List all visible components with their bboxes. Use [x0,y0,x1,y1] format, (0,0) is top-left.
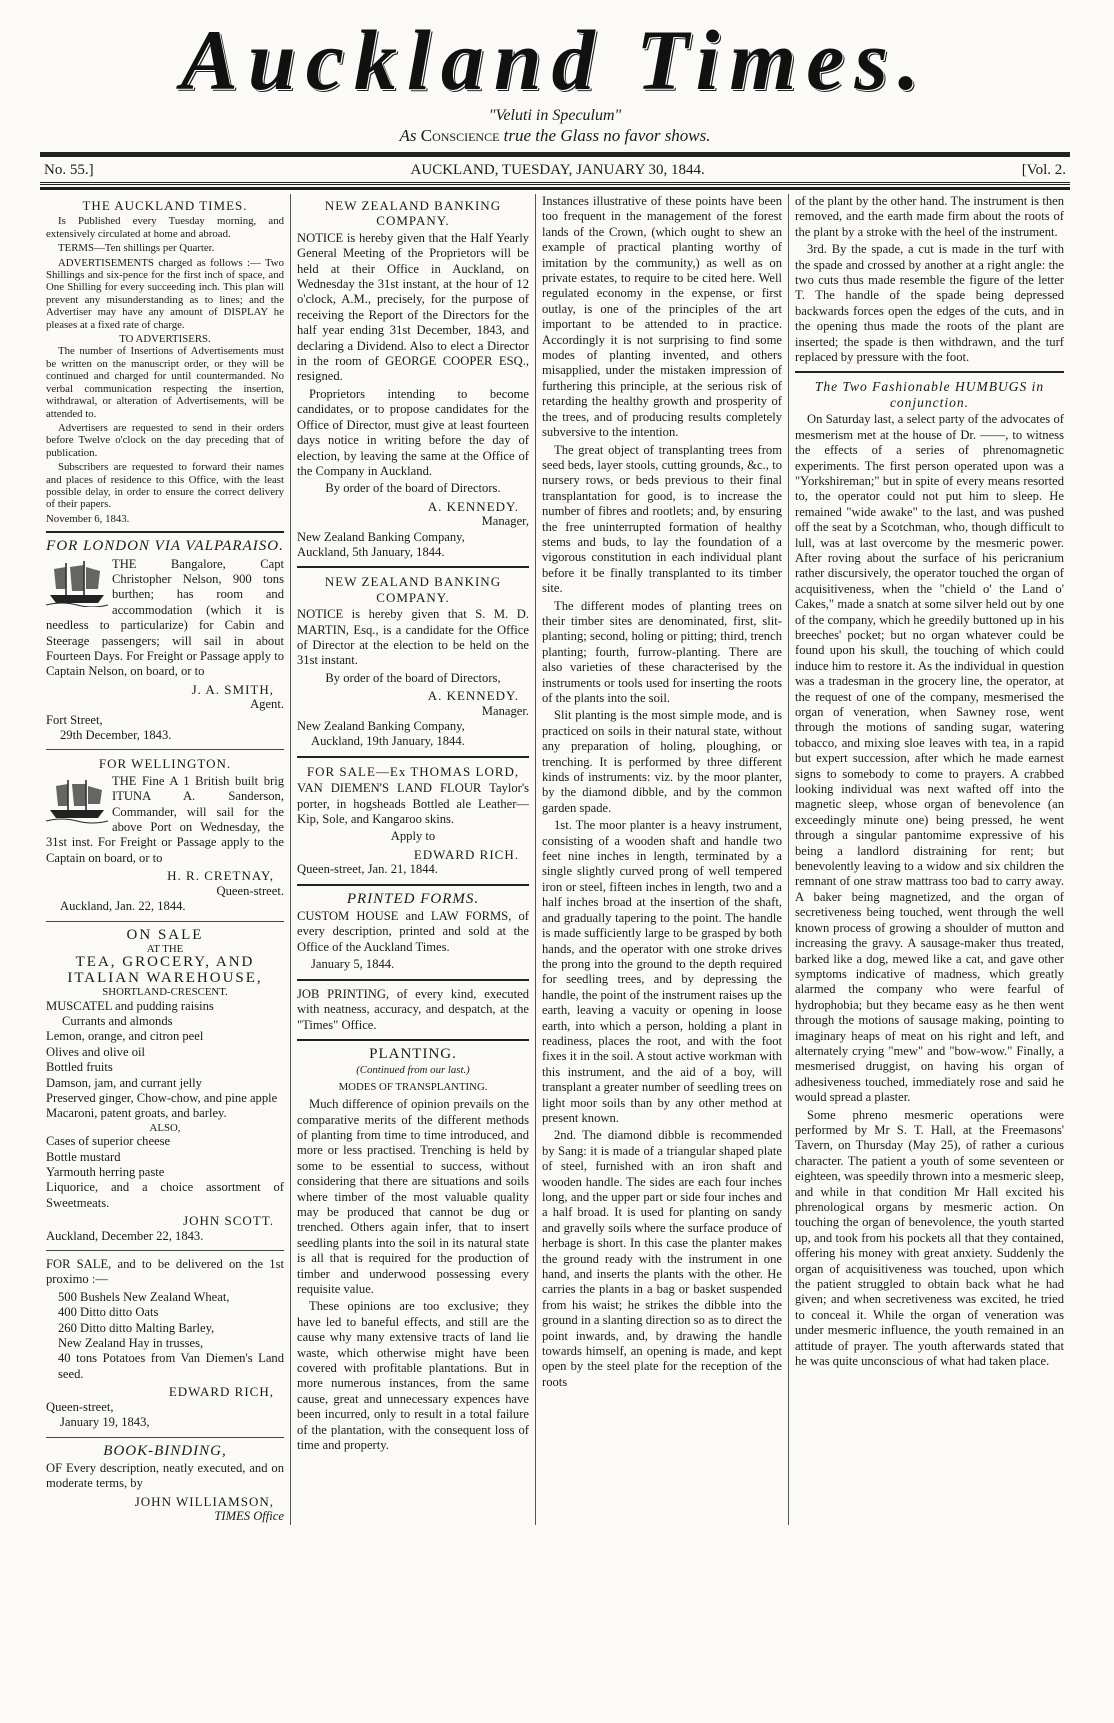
ad-wellington-heading: FOR WELLINGTON. [98,756,232,772]
motto-latin: "Veluti in Speculum" [488,107,622,124]
column-1 [40,194,290,1525]
column-2 [290,194,535,1525]
issue-number: No. 55.] [44,162,94,178]
warehouse-items-2: Cases of superior cheese Bottle mustard Yarmouth herring paste Liquorice, and a choice assortment of Sweetmeats. [46,1134,284,1210]
ad-wellington: FOR WELLINGTON. THE Fine A 1 British built brig ITUNA A. Sanderson, Commander, will sail for the above Port on Wednesday, the 31st inst. For Freight or Passage apply to the Captain on board, or to H. R. CRETNAY, Queen-street. Auckland, Jan. 22, 1844. [46,756,284,914]
ship-icon [46,776,108,824]
issue-date: AUCKLAND, TUESDAY, JANUARY 30, 1844. [410,162,705,178]
article-planting: PLANTING. (Continued from our last.) MODES OF TRANSPLANTING. Much difference of opinion prevails on the comparative merits of the different methods of planting from time to time introduced, and more or less practised. Trenching is held by some to be essential to success, without considering that there are situations and soils where timber of the most valuable quality may be produced that cannot be dug or trenched. Others again infer, that to insert seedling plants into the soil in its natural state is all that is required for the production of timber and underwood possessing every requisite value. These opinions are too exclusive; they have led to baneful effects, and still are the cause why many extensive tracts of land lie waste, which otherwise might have been covered with profitable plantations. But in more numerous instances, from the same cause, great and unnecessary expences have been incurred, only to result in a total failure of the plantation, with the consequent loss of time and property. [297,1045,529,1453]
dateline [40,157,1070,182]
ad-bookbinding: BOOK-BINDING, OF Every description, neatly executed, and on moderate terms, by JOHN WILLIAMSON, TIMES Office [46,1442,284,1524]
notice-banking-2: NEW ZEALAND BANKING COMPANY. NOTICE is hereby given that S. M. D. MARTIN, Esq., is a candidate for the Office of Director at the election to be held on the 31st instant. By order of the board of Directors, A. KENNEDY. Manager. New Zealand Banking Company, Auckland, 19th January, 1844. [297,574,529,749]
article-humbugs: The Two Fashionable HUMBUGS in conjunction. On Saturday last, a select party of the advocates of mesmerism met at the house of Dr. ——, to witness the effects of a series of phrenomagnetic experiments. The first person operated upon was a "Yorkshireman;" but in spite of every means resorted to, the operator could not put him to sleep. He remained "wide awake" to the last, and was pushed off the seat by a Scotchman, who, though difficult to lull, was at last overcome by the mesmeric power. After roving about the surface of his pericranium rather discursively, the operator touched the organ of acquisitiveness, when the "chield o' the Land o' Cakes," made a snatch at some silver held out by one of the company, which he greedily buttoned up in his breeches' pocket; but no organ whatever could be found upon his skull, the touching of which could induce him to restore it. As the individual in question was a tradesman in the grocery line, the operator, at the request of one of the company, mesmerised the organ of veneration, when Sawney rose, went through the motions of sanding sugar, watering tobacco, and mixing sloe leaves with tea, in a rapid but expert succession, after which he made earnest signs to somebody to come to prayers. A crabbed looking individual was next wafted off into the magnetic sleep, whose organ of benevolence (an exceedingly minute one) being pressed, he went through a singular pantomime expressive of his being a landlord distraining for rent; but benevolently leaving to a widow and six children the remnant of one straw mattrass too bad to carry away. A baker being magnetized, and the organ of secretiveness being touched, went through the well known process of growing a shoulder of mutton and increasing the gravy. A sausage-maker thus treated, barked like a dog, mewed like a cat, and gave other symptoms indicative of madness, which greatly alarmed the company who were fearful of hydrophobia; but they became easy as he then went through the motions of sausage making, pointing to imaginary heaps of meat on his right and left, and alternately crying "mew" and "bow-wow." Finally, a mesmerised druggist, on having his organ of adhesiveness touched, immediately rose and said he would spread a plaster. Some phreno mesmeric operations were performed by Mr S. T. Hall, at the Freemasons' Tavern, on Thursday (May 25), of rather a curious character. The patient a youth of some seventeen or eighteen, was speedily thrown into a mesmeric sleep, and while in that condition Mr Hall excited his phrenological organs by mesmeric action. On touching the organ of benevolence, the youth started up, and took from his pockets all that they contained, offering his money with great anxiety. Suddenly the organ of acquisitiveness was touched, upon which the patient struggled to obtain back what he had given; and when secretiveness was excited, he tried to conceal it. While the organ of veneration was under mesmeric influence, the youth remained in an attitude of prayer. The youth afterwards stated that he was quite unconscious of what had taken place. [795,379,1064,1369]
motto-english: As Conscience true the Glass no favor shows. [399,126,711,145]
article-planting-end: of the plant by the other hand. The instrument is then removed, and the earth made firm about the roots of the plant by a stroke with the heel of the instrument. 3rd. By the spade, a cut is made in the turf with the spade and crossed by another at a right angle: the two cuts thus made resemble the figure of the letter T. The handle of the spade being depressed backwards forces open the edges of the cuts, and in the opening thus made the roots of the plant are inserted; the spade is then withdrawn, and the turf replaced by pressure with the foot. [795,194,1064,365]
ad-job-printing: JOB PRINTING, of every kind, executed with neatness, accuracy, and despatch, at the "Times" Office. [297,986,529,1032]
humbugs-heading: The Two Fashionable HUMBUGS in conjunction. [814,379,1045,410]
ad-london-heading: FOR LONDON VIA VALPARAISO. [46,538,284,555]
newspaper-title: Auckland Times. [180,12,930,108]
divider [46,749,284,750]
divider [46,1250,284,1251]
article-planting-continued: Instances illustrative of these points have been too frequent in the management of the forest lands of the Crown, (which ought to shew an example of practical planting worthy of imitation by the community,) as well as on private estates, to require to be cited here. Well regulated economy in the expense, or first outlay, is one of the principles of the art important to be attended to in practice. Accordingly it is not surprising to find some modes of planting invented, and others misapplied, under the mistaken impression of furthering this principle, at the serious risk of retarding the healthy growth and prosperity of the trees, and of producing results completely subversive to the intention. The great object of transplanting trees from seed beds, layer stools, cutting grounds, &c., to nursery rows, or beds previous to their final transplantation for good, is to increase the number of fibres and rootlets; and, by ensuring the free uninterrupted formation of healthy stems and buds, to lay the foundation of a vigorous constitution in each individual plant before it be finally transplanted to its timber site. The different modes of planting trees on their timber sites are denominated, first, slit-planting; second, holing or pitting; third, trench planting; fourth, furrow-planting. There are also varieties of these characterised by the instruments or tools used for inserting the roots of the plants into the soil. Slit planting is the most simple mode, and is practiced on soils in their natural state, without any preparation of holing, ploughing, or trenching. It is performed by three different kinds of instruments: viz. by the moor planter, by the diamond dibble, and by the common garden spade. 1st. The moor planter is a heavy instrument, consisting of a wooden shaft and handle two feet nine inches in length, terminated by a single slightly curved prong of well tempered iron or steel, fifteen inches in length, two and a half inches broad at the insertion of the shaft, and gradually tapering to the point. The handle is made sufficiently large to be grasped by both hands, and the operator with one stroke drives the prong into the ground to the depth required for seedling trees, and by depressing the handle, the point of the instrument raises up the earth, leaving a vacuity or opening in loose earth, into which a person, holding a plant in readiness, places the root, and with the foot fixes it in the soil. A stout active workman with this instrument, and the aid of a boy, will transplant a greater number of seedling trees on light moor soils than by any other method at present known. 2nd. The diamond dibble is recommended by Sang: it is made of a triangular shaped plate of steel, furnished with an iron shaft and wooden handle. The sides are each four inches long, and the upper part or side four inches and a half broad. It is used for planting on sandy and gravelly soils where the surface produce of herbage is short. In this case the planter makes the ground ready with the instrument in one hand, and inserts the plants with the other. He carries the plants in a bag or basket suspended from his waist; he strikes the dibble into the ground in a slanting direction so as to direct the point inwards, and, by drawing the handle towards himself, an opening is made, and kept open by the steel plate for the reception of the roots [542,194,782,1389]
volume-number: [Vol. 2. [1021,162,1066,178]
divider [297,566,529,568]
ship-icon [46,559,108,607]
ad-flour: FOR SALE—Ex THOMAS LORD, VAN DIEMEN'S LAND FLOUR Taylor's porter, in hogsheads Bottled ale Leather—Kip, Sole, and Kangaroo skins. Apply to EDWARD RICH. Queen-street, Jan. 21, 1844. [297,763,529,877]
auckland-times-heading: THE AUCKLAND TIMES. [82,198,248,213]
newspaper-page [40,14,1070,1714]
columns [40,194,1070,1525]
divider [297,1039,529,1041]
ad-warehouse: ON SALE AT THE TEA, GROCERY, AND ITALIAN WAREHOUSE, SHORTLAND-CRESCENT. MUSCATEL and pudding raisins Currants and almonds Lemon, orange, and citron peel Olives and olive oil Bottled fruits Damson, jam, and currant jelly Preserved ginger, Chow-chow, and pine apple Macaroni, patent groats, and barley. ALSO, Cases of superior cheese Bottle mustard Yarmouth herring paste Liquorice, and a choice assortment of Sweetmeats. JOHN SCOTT. Auckland, December 22, 1843. [46,926,284,1243]
masthead [40,14,1070,146]
ad-printed-forms: PRINTED FORMS. CUSTOM HOUSE and LAW FORMS, of every description, printed and sold at the Office of the Auckland Times. January 5, 1844. [297,890,529,972]
column-3 [535,194,788,1525]
ad-london: FOR LONDON VIA VALPARAISO. THE Bangalore, Capt Christopher Nelson, 900 tons burthen; has room and accommodation (which it is needless to particularize) for Cabin and Steerage passengers; will sail in about Fourteen Days. For Freight or Passage apply to Captain Nelson, on board, or to J. A. SMITH, Agent. Fort Street, 29th December, 1843. [46,538,284,743]
ad-for-sale-wheat: FOR SALE, and to be delivered on the 1st proximo :— 500 Bushels New Zealand Wheat, 400 Ditto ditto Oats 260 Ditto ditto Malting Barley, New Zealand Hay in trusses, 40 tons Potatoes from Van Diemen's Land seed. EDWARD RICH, Queen-street, January 19, 1843, [46,1257,284,1430]
divider [46,531,284,533]
notice-banking-1: NEW ZEALAND BANKING COMPANY. NOTICE is hereby given that the Half Yearly General Meeting of the Proprietors will be held at their Office in Auckland, on Wednesday the 31st instant, at the hour of 12 o'clock, A.M., precisely, for the purpose of receiving the Report of the Directors for the half year ending 31st December, 1843, and declaring a Dividend. Also to elect a Director in the room of GEORGE COOPER ESQ., resigned. Proprietors intending to become candidates, or to propose candidates for the Office of Director, must give at least fourteen days notice in writing before the day of election, by leaving the same at the Office of the Company in Auckland. By order of the board of Directors. A. KENNEDY. Manager, New Zealand Banking Company, Auckland, 5th January, 1844. [297,198,529,559]
divider [297,884,529,886]
divider [297,979,529,981]
dateline-rule [40,182,1070,190]
divider [297,756,529,758]
divider [46,1437,284,1438]
divider [46,921,284,922]
divider [795,371,1064,373]
column-4 [788,194,1070,1525]
warehouse-items: MUSCATEL and pudding raisins Currants and almonds Lemon, orange, and citron peel Olives and olive oil Bottled fruits Damson, jam, and currant jelly Preserved ginger, Chow-chow, and pine apple Macaroni, patent groats, and barley. [46,998,278,1121]
publication-info: Is Published every Tuesday morning, and extensively circulated at home and abroad. TERMS—Ten shillings per Quarter. ADVERTISEMENTS charged as follows :— Two Shillings and six-pence for the first inch of space, and One Shilling for every succeeding inch. This plan will prevent any misunderstanding as to lines; and the Advertiser may have any amount of DISPLAY he pleases at a fixed rate of charge. TO ADVERTISERS. The number of Insertions of Advertisements must be written on the manuscript order, or they will be continued and charged for until countermanded. No verbal communication respecting the insertion, withdrawal, or alteration of Advertisements, will be attended to. Advertisers are requested to send in their orders before Twelve o'clock on the day preceding that of publication. Subscribers are requested to forward their names and places of residence to this Office, with the least possible delay, in order to ensure the correct delivery of their papers. November 6, 1843. [46,215,284,525]
